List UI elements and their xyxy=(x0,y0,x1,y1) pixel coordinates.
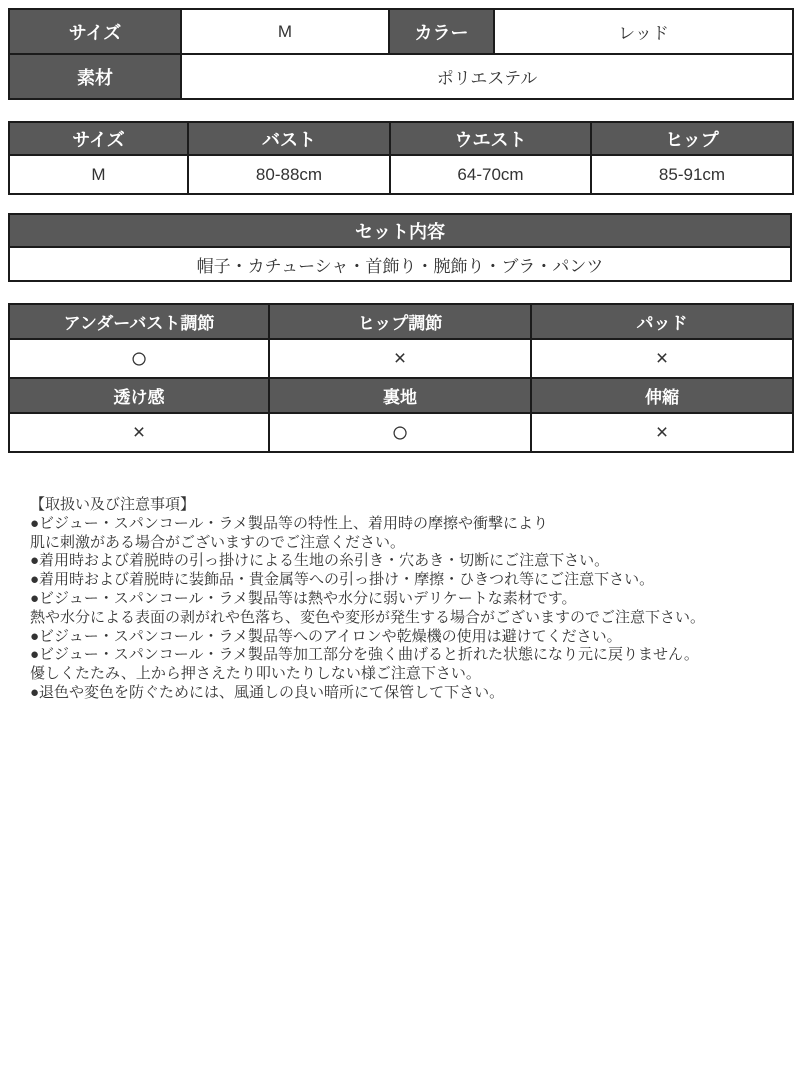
features-value-row-1 xyxy=(9,339,793,378)
waist-value: 64-70cm xyxy=(390,155,591,194)
notes-line: ●ビジュー・スパンコール・ラメ製品等は熱や水分に弱いデリケートな素材です。 xyxy=(30,589,577,607)
size-value: M xyxy=(181,9,389,54)
set-contents-header: セット内容 xyxy=(9,214,791,247)
x-mark: × xyxy=(655,420,669,444)
spec-row-size-color xyxy=(9,9,793,54)
pad-value xyxy=(531,339,793,378)
bust-value: 80-88cm xyxy=(188,155,390,194)
features-header-row-1 xyxy=(9,304,793,339)
measurements-value-row xyxy=(9,155,793,194)
col-header-hip: ヒップ xyxy=(591,122,793,155)
color-value: レッド xyxy=(494,9,793,54)
set-contents-value: 帽子・カチューシャ・首飾り・腕飾り・ブラ・パンツ xyxy=(9,247,791,281)
hip-adjust-header: ヒップ調節 xyxy=(269,304,531,339)
x-mark: × xyxy=(655,346,669,370)
features-value-row-2 xyxy=(9,413,793,452)
size-label: サイズ xyxy=(9,9,181,54)
handling-notes xyxy=(8,496,792,703)
hip-value: 85-91cm xyxy=(591,155,793,194)
notes-title: 【取扱い及び注意事項】 xyxy=(30,496,196,513)
measurements-table xyxy=(8,121,794,195)
size-m-value: M xyxy=(9,155,188,194)
underbust-adjust-value xyxy=(9,339,269,378)
features-header-row-2 xyxy=(9,378,793,413)
notes-line: ●退色や変色を防ぐためには、風通しの良い暗所にて保管して下さい。 xyxy=(30,683,505,701)
material-label: 素材 xyxy=(9,54,181,99)
lining-value xyxy=(269,413,531,452)
notes-line: ●ビジュー・スパンコール・ラメ製品等の特性上、着用時の摩擦や衝撃により xyxy=(30,514,549,532)
product-spec-table xyxy=(8,8,794,100)
set-contents-header-row xyxy=(9,214,791,247)
col-header-waist: ウエスト xyxy=(390,122,591,155)
notes-line: 優しくたたみ、上から押さえたり叩いたりしない様ご注意下さい。 xyxy=(30,665,481,683)
hip-adjust-value xyxy=(269,339,531,378)
notes-line: 熱や水分による表面の剥がれや色落ち、変色や変形が発生する場合がございますのでご注意下さい。 xyxy=(30,608,706,626)
set-contents-value-row xyxy=(9,247,791,281)
notes-line: ●ビジュー・スパンコール・ラメ製品等へのアイロンや乾燥機の使用は避けてください。 xyxy=(30,627,622,645)
spec-row-material xyxy=(9,54,793,99)
x-mark: × xyxy=(132,420,146,444)
col-header-size: サイズ xyxy=(9,122,188,155)
x-mark: × xyxy=(393,346,407,370)
set-contents-table xyxy=(8,213,792,282)
pad-header: パッド xyxy=(531,304,793,339)
sheerness-value xyxy=(9,413,269,452)
notes-line: ●着用時および着脱時の引っ掛けによる生地の糸引き・穴あき・切断にご注意下さい。 xyxy=(30,552,610,570)
lining-header: 裏地 xyxy=(269,378,531,413)
measurements-header-row xyxy=(9,122,793,155)
color-label: カラー xyxy=(389,9,494,54)
features-table xyxy=(8,303,794,453)
col-header-bust: バスト xyxy=(188,122,390,155)
stretch-value xyxy=(531,413,793,452)
notes-line: 肌に刺激がある場合がございますのでご注意ください。 xyxy=(30,533,406,551)
stretch-header: 伸縮 xyxy=(531,378,793,413)
notes-line: ●ビジュー・スパンコール・ラメ製品等加工部分を強く曲げると折れた状態になり元に戻りません。 xyxy=(30,646,699,664)
sheerness-header: 透け感 xyxy=(9,378,269,413)
circle-mark: ○ xyxy=(129,341,149,375)
material-value: ポリエステル xyxy=(181,54,793,99)
circle-mark: ○ xyxy=(390,415,410,449)
underbust-adjust-header: アンダーバスト調節 xyxy=(9,304,269,339)
notes-line: ●着用時および着脱時に装飾品・貴金属等への引っ掛け・摩擦・ひきつれ等にご注意下さい。 xyxy=(30,571,655,589)
